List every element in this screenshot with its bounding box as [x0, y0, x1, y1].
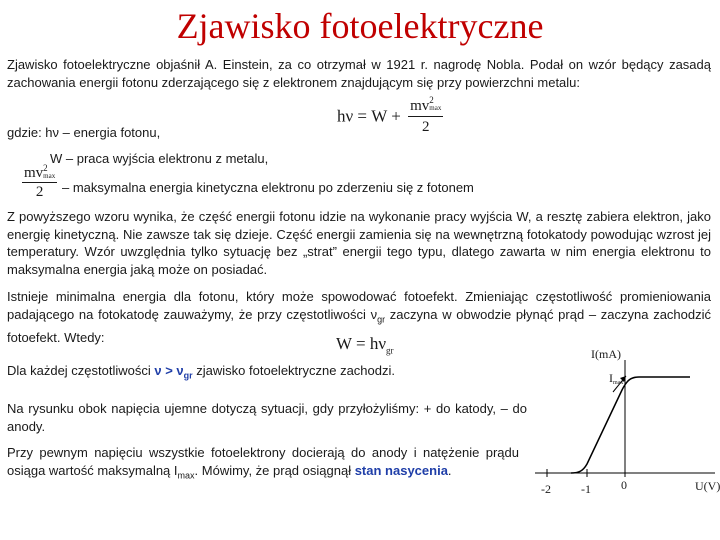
photon-energy-definition: gdzie: hν – energia fotonu,: [7, 125, 161, 140]
kinetic-energy-fraction: mv 2 max 2: [410, 95, 442, 135]
tick-label-minus1: -1: [581, 482, 591, 496]
explanation-paragraph: Z powyższego wzoru wynika, że część energii fotonu idzie na wykonanie pracy wyjścia W, a resztę zabiera elektron, jako energię kinetyczną. Nie zawsze tak się dzieje. Część energii zamienia się na wewnętrzną fotokatody powodując wzrost jej temperatury. Wzór uwzględnia tylko sytuację bez „strat” energii tego typu, dlatego zawarta w nim energia elektronu to maksymalna energia jaką może on posiadać.: [7, 209, 711, 277]
condition-symbol: $\nu > \nu_{gr}$: [154, 363, 193, 381]
saturation-term: stan nasycenia: [354, 462, 448, 478]
frequency-condition: Dla każdej częstotliwości $\nu > \nu_{gr}$ zjawisko fotoelektryczne zachodzi.: [7, 363, 395, 381]
intro-paragraph: Zjawisko fotoelektryczne objaśnił A. Einstein, za co otrzymał w 1921 r. nagrodę Nobla. Podał on wzór będący zasadą zachowania energii fotonu zderzającego się z elektronem znajdującym się przy powierzchni metalu:: [7, 57, 711, 90]
kinetic-fraction-inline: mv 2 max 2: [24, 163, 56, 200]
formula-lhs: hν = W +: [337, 106, 401, 126]
imax-label: Imax: [609, 371, 624, 386]
threshold-formula: $W = h\nu_{gr}$: [336, 334, 394, 356]
work-function-definition: W – praca wyjścia elektronu z metalu,: [50, 151, 269, 166]
saturation-paragraph: Przy pewnym napięciu wszystkie fotoelektrony docierają do anody i natężenie prądu osiąga wartość maksymalną $I_{max}$. Mówimy, że prąd osiągnął stan nasycenia.: [7, 445, 519, 481]
einstein-formula: [337, 96, 443, 137]
kinetic-energy-definition: – maksymalna energia kinetyczna elektronu po zderzeniu się z fotonem: [62, 180, 474, 195]
threshold-paragraph: Istnieje minimalna energia dla fotonu, który może spowodować fotoefekt. Zmieniając częstotliwość promieniowania padającego na fotokatodę zauważymy, że przy częstotliwości $\nu_{gr}$ zaczyna w obwodzie płynąć prąd – zaczyna zachodzić fotoefekt. Wtedy:: [7, 289, 712, 345]
tick-label-minus2: -2: [541, 482, 551, 496]
current-voltage-graph: [525, 340, 720, 500]
x-axis-label: U(V): [695, 479, 720, 493]
current-curve: [571, 377, 690, 473]
voltage-note: Na rysunku obok napięcia ujemne dotyczą sytuacji, gdy przyłożyliśmy: + do katody, – do anody.: [7, 401, 527, 434]
tick-label-zero: 0: [621, 478, 627, 492]
y-axis-label: I(mA): [591, 347, 621, 361]
page-title: Zjawisko fotoelektryczne: [176, 6, 544, 46]
nu-symbol: ν: [370, 306, 378, 322]
